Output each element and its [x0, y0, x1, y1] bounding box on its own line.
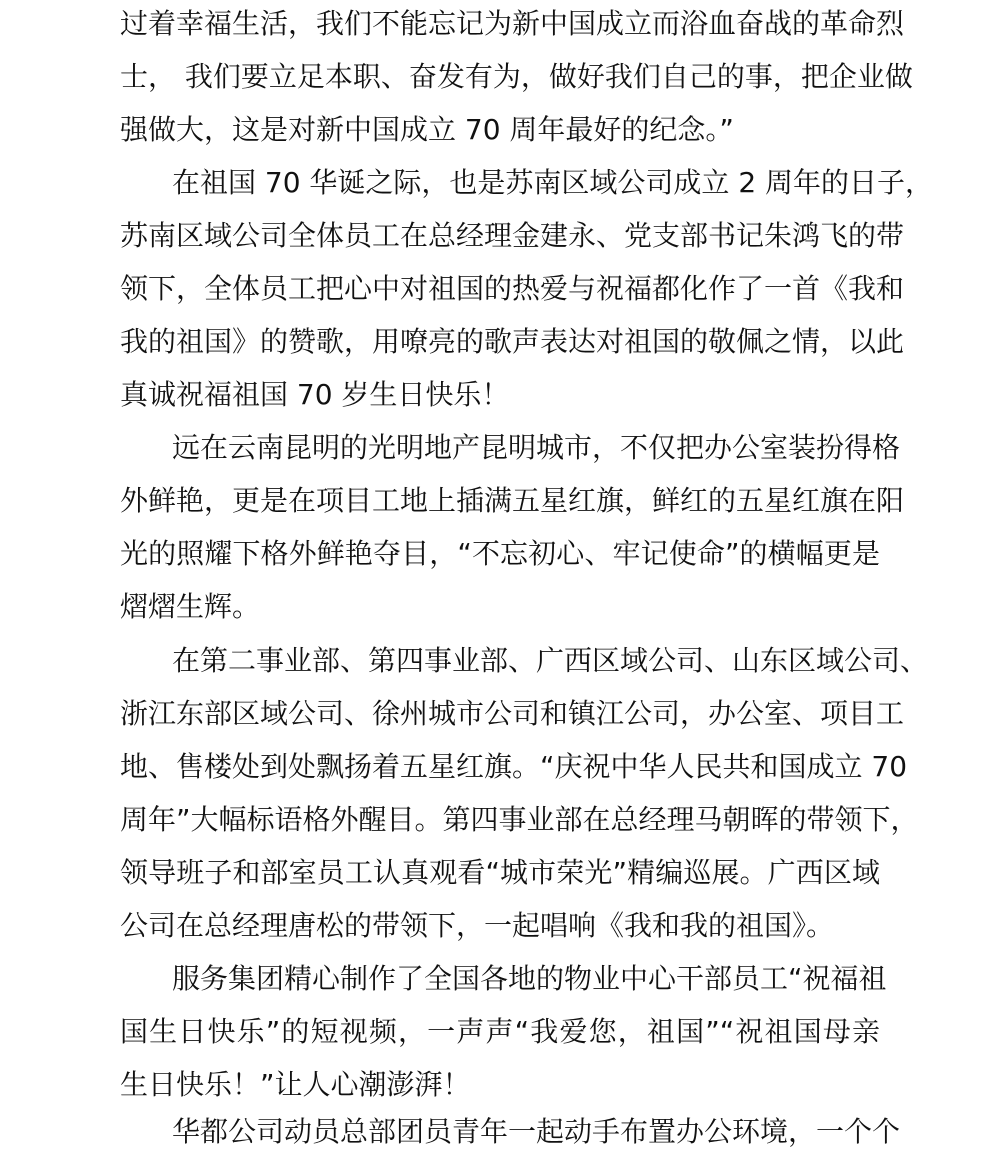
text-line: 地、售楼处到处飘扬着五星红旗。“庆祝中华人民共和国成立 70 [120, 750, 908, 783]
text-line: 光的照耀下格外鲜艳夺目，“不忘初心、牢记使命”的横幅更是 [120, 537, 880, 570]
text-line: 浙江东部区域公司、徐州城市公司和镇江公司，办公室、项目工 [120, 697, 905, 730]
text-line: 强做大，这是对新中国成立 70 周年最好的纪念。” [120, 113, 734, 146]
paragraph-start-line: 服务集团精心制作了全国各地的物业中心干部员工“祝福祖 [172, 962, 887, 995]
text-line: 公司在总经理唐松的带领下，一起唱响《我和我的祖国》。 [120, 909, 835, 942]
text-line: 生日快乐！”让人心潮澎湃！ [120, 1068, 471, 1101]
text-line: 领导班子和部室员工认真观看“城市荣光”精编巡展。广西区域 [120, 856, 880, 889]
text-line: 外鲜艳，更是在项目工地上插满五星红旗，鲜红的五星红旗在阳 [120, 484, 905, 517]
text-line: 我的祖国》的赞歌，用嘹亮的歌声表达对祖国的敬佩之情，以此 [120, 325, 905, 358]
text-line: 苏南区域公司全体员工在总经理金建永、党支部书记朱鸿飞的带 [120, 219, 905, 252]
text-line: 真诚祝福祖国 70 岁生日快乐！ [120, 378, 510, 411]
text-line: 领下，全体员工把心中对祖国的热爱与祝福都化作了一首《我和 [120, 272, 905, 305]
paragraph-start-line: 远在云南昆明的光明地产昆明城市，不仅把办公室装扮得格 [172, 431, 901, 464]
paragraph-start-line: 华都公司动员总部团员青年一起动手布置办公环境，一个个 [172, 1115, 901, 1148]
text-line: 士， 我们要立足本职、奋发有为，做好我们自己的事，把企业做 [120, 60, 913, 93]
paragraph-start-line: 在第二事业部、第四事业部、广西区域公司、山东区域公司、 [172, 644, 929, 677]
text-line: 熠熠生辉。 [120, 590, 261, 623]
text-line: 过着幸福生活，我们不能忘记为新中国成立而浴血奋战的革命烈 [120, 7, 905, 40]
text-line: 周年”大幅标语格外醒目。第四事业部在总经理马朝晖的带领下， [120, 803, 919, 836]
paragraph-start-line: 在祖国 70 华诞之际，也是苏南区域公司成立 2 周年的日子， [172, 166, 934, 199]
text-line: 国生日快乐”的短视频，一声声“我爱您，祖国”“祝祖国母亲 [120, 1015, 880, 1048]
